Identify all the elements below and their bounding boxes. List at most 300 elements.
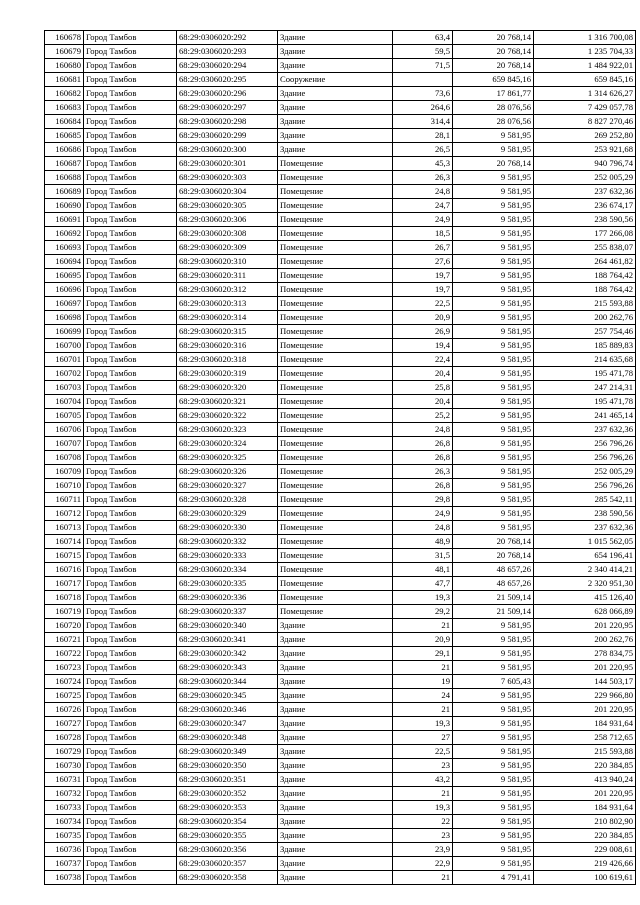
city-cell: Город Тамбов: [84, 283, 177, 297]
area-cell: 20,9: [393, 311, 453, 325]
cadastral-number-cell: 68:29:0306020:299: [177, 129, 278, 143]
area-cell: 21: [393, 787, 453, 801]
table-row: [45, 787, 636, 801]
table-row: [45, 521, 636, 535]
cadastral-value-cell: 214 635,68: [534, 353, 636, 367]
table-row: [45, 255, 636, 269]
row-id-cell: 160732: [45, 787, 84, 801]
specific-value-cell: 9 581,95: [453, 731, 534, 745]
object-type-cell: Помещение: [278, 577, 393, 591]
table-row: [45, 101, 636, 115]
city-cell: Город Тамбов: [84, 45, 177, 59]
cadastral-value-cell: 285 542,11: [534, 493, 636, 507]
city-cell: Город Тамбов: [84, 59, 177, 73]
city-cell: Город Тамбов: [84, 311, 177, 325]
row-id-cell: 160683: [45, 101, 84, 115]
cadastral-value-cell: 229 966,80: [534, 689, 636, 703]
object-type-cell: Здание: [278, 31, 393, 45]
table-row: [45, 213, 636, 227]
cadastral-value-cell: 201 220,95: [534, 619, 636, 633]
specific-value-cell: 9 581,95: [453, 283, 534, 297]
city-cell: Город Тамбов: [84, 703, 177, 717]
row-id-cell: 160699: [45, 325, 84, 339]
area-cell: 24,8: [393, 423, 453, 437]
city-cell: Город Тамбов: [84, 269, 177, 283]
city-cell: Город Тамбов: [84, 409, 177, 423]
area-cell: 27,6: [393, 255, 453, 269]
area-cell: 29,1: [393, 647, 453, 661]
specific-value-cell: 9 581,95: [453, 689, 534, 703]
city-cell: Город Тамбов: [84, 563, 177, 577]
object-type-cell: Здание: [278, 143, 393, 157]
specific-value-cell: 9 581,95: [453, 507, 534, 521]
area-cell: 26,9: [393, 325, 453, 339]
city-cell: Город Тамбов: [84, 101, 177, 115]
row-id-cell: 160724: [45, 675, 84, 689]
table-row: [45, 409, 636, 423]
specific-value-cell: 21 509,14: [453, 591, 534, 605]
cadastral-value-cell: 258 712,65: [534, 731, 636, 745]
cadastral-value-cell: 940 796,74: [534, 157, 636, 171]
row-id-cell: 160679: [45, 45, 84, 59]
area-cell: 23: [393, 759, 453, 773]
object-type-cell: Здание: [278, 661, 393, 675]
cadastral-number-cell: 68:29:0306020:354: [177, 815, 278, 829]
table-row: [45, 45, 636, 59]
cadastral-number-cell: 68:29:0306020:336: [177, 591, 278, 605]
area-cell: 26,3: [393, 171, 453, 185]
specific-value-cell: 9 581,95: [453, 381, 534, 395]
area-cell: 48,9: [393, 535, 453, 549]
city-cell: Город Тамбов: [84, 87, 177, 101]
cadastral-number-cell: 68:29:0306020:358: [177, 871, 278, 885]
cadastral-value-cell: 237 632,36: [534, 521, 636, 535]
city-cell: Город Тамбов: [84, 493, 177, 507]
row-id-cell: 160737: [45, 857, 84, 871]
cadastral-value-cell: 201 220,95: [534, 661, 636, 675]
area-cell: 20,4: [393, 367, 453, 381]
object-type-cell: Здание: [278, 101, 393, 115]
cadastral-value-cell: 238 590,56: [534, 507, 636, 521]
table-row: [45, 115, 636, 129]
city-cell: Город Тамбов: [84, 647, 177, 661]
row-id-cell: 160686: [45, 143, 84, 157]
object-type-cell: Здание: [278, 759, 393, 773]
table-row: [45, 591, 636, 605]
area-cell: 22,5: [393, 745, 453, 759]
cadastral-number-cell: 68:29:0306020:306: [177, 213, 278, 227]
row-id-cell: 160698: [45, 311, 84, 325]
row-id-cell: 160726: [45, 703, 84, 717]
cadastral-number-cell: 68:29:0306020:301: [177, 157, 278, 171]
table-row: [45, 731, 636, 745]
table-row: [45, 773, 636, 787]
cadastral-number-cell: 68:29:0306020:314: [177, 311, 278, 325]
city-cell: Город Тамбов: [84, 465, 177, 479]
area-cell: 24,7: [393, 199, 453, 213]
object-type-cell: Помещение: [278, 423, 393, 437]
row-id-cell: 160706: [45, 423, 84, 437]
city-cell: Город Тамбов: [84, 339, 177, 353]
object-type-cell: Здание: [278, 633, 393, 647]
row-id-cell: 160731: [45, 773, 84, 787]
object-type-cell: Помещение: [278, 367, 393, 381]
object-type-cell: Здание: [278, 45, 393, 59]
cadastral-number-cell: 68:29:0306020:313: [177, 297, 278, 311]
area-cell: 22: [393, 815, 453, 829]
table-row: [45, 73, 636, 87]
cadastral-value-cell: 256 796,26: [534, 451, 636, 465]
table-row: [45, 157, 636, 171]
cadastral-number-cell: 68:29:0306020:310: [177, 255, 278, 269]
object-type-cell: Сооружение: [278, 73, 393, 87]
area-cell: 73,6: [393, 87, 453, 101]
cadastral-number-cell: 68:29:0306020:325: [177, 451, 278, 465]
specific-value-cell: 9 581,95: [453, 521, 534, 535]
object-type-cell: Помещение: [278, 283, 393, 297]
object-type-cell: Помещение: [278, 241, 393, 255]
area-cell: 71,5: [393, 59, 453, 73]
city-cell: Город Тамбов: [84, 31, 177, 45]
city-cell: Город Тамбов: [84, 143, 177, 157]
row-id-cell: 160705: [45, 409, 84, 423]
area-cell: 20,4: [393, 395, 453, 409]
cadastral-value-cell: 659 845,16: [534, 73, 636, 87]
cadastral-value-cell: 220 384,85: [534, 759, 636, 773]
area-cell: 19,3: [393, 717, 453, 731]
city-cell: Город Тамбов: [84, 73, 177, 87]
cadastral-number-cell: 68:29:0306020:298: [177, 115, 278, 129]
cadastral-number-cell: 68:29:0306020:309: [177, 241, 278, 255]
cadastral-value-cell: 201 220,95: [534, 787, 636, 801]
specific-value-cell: 9 581,95: [453, 493, 534, 507]
row-id-cell: 160738: [45, 871, 84, 885]
specific-value-cell: 48 657,26: [453, 563, 534, 577]
cadastral-number-cell: 68:29:0306020:295: [177, 73, 278, 87]
table-row: [45, 661, 636, 675]
area-cell: 19,4: [393, 339, 453, 353]
object-type-cell: Помещение: [278, 493, 393, 507]
object-type-cell: Помещение: [278, 605, 393, 619]
specific-value-cell: 9 581,95: [453, 409, 534, 423]
cadastral-value-cell: 215 593,88: [534, 745, 636, 759]
area-cell: 26,8: [393, 479, 453, 493]
cadastral-number-cell: 68:29:0306020:355: [177, 829, 278, 843]
cadastral-number-cell: 68:29:0306020:340: [177, 619, 278, 633]
area-cell: 314,4: [393, 115, 453, 129]
object-type-cell: Здание: [278, 703, 393, 717]
object-type-cell: Здание: [278, 843, 393, 857]
object-type-cell: Помещение: [278, 591, 393, 605]
area-cell: 21: [393, 619, 453, 633]
area-cell: 26,8: [393, 437, 453, 451]
specific-value-cell: 9 581,95: [453, 185, 534, 199]
area-cell: 24,8: [393, 185, 453, 199]
city-cell: Город Тамбов: [84, 353, 177, 367]
row-id-cell: 160682: [45, 87, 84, 101]
table-row: [45, 703, 636, 717]
city-cell: Город Тамбов: [84, 507, 177, 521]
object-type-cell: Здание: [278, 129, 393, 143]
specific-value-cell: 9 581,95: [453, 829, 534, 843]
object-type-cell: Здание: [278, 857, 393, 871]
city-cell: Город Тамбов: [84, 675, 177, 689]
specific-value-cell: 20 768,14: [453, 59, 534, 73]
city-cell: Город Тамбов: [84, 773, 177, 787]
object-type-cell: Помещение: [278, 507, 393, 521]
cadastral-value-cell: 256 796,26: [534, 437, 636, 451]
cadastral-value-cell: 247 214,31: [534, 381, 636, 395]
table-row: [45, 871, 636, 885]
object-type-cell: Помещение: [278, 255, 393, 269]
object-type-cell: Помещение: [278, 227, 393, 241]
specific-value-cell: 28 076,56: [453, 115, 534, 129]
table-row: [45, 59, 636, 73]
area-cell: 24,8: [393, 521, 453, 535]
cadastral-number-cell: 68:29:0306020:324: [177, 437, 278, 451]
city-cell: Город Тамбов: [84, 801, 177, 815]
object-type-cell: Помещение: [278, 563, 393, 577]
row-id-cell: 160716: [45, 563, 84, 577]
specific-value-cell: 9 581,95: [453, 843, 534, 857]
specific-value-cell: 9 581,95: [453, 227, 534, 241]
object-type-cell: Помещение: [278, 437, 393, 451]
specific-value-cell: 9 581,95: [453, 633, 534, 647]
specific-value-cell: 48 657,26: [453, 577, 534, 591]
row-id-cell: 160730: [45, 759, 84, 773]
specific-value-cell: 9 581,95: [453, 353, 534, 367]
area-cell: 19,7: [393, 269, 453, 283]
city-cell: Город Тамбов: [84, 437, 177, 451]
city-cell: Город Тамбов: [84, 479, 177, 493]
cadastral-value-cell: 7 429 057,78: [534, 101, 636, 115]
object-type-cell: Здание: [278, 801, 393, 815]
table-row: [45, 423, 636, 437]
table-row: [45, 829, 636, 843]
table-row: [45, 535, 636, 549]
city-cell: Город Тамбов: [84, 815, 177, 829]
object-type-cell: Помещение: [278, 395, 393, 409]
table-row: [45, 507, 636, 521]
cadastral-value-cell: 2 340 414,21: [534, 563, 636, 577]
cadastral-value-cell: 237 632,36: [534, 185, 636, 199]
cadastral-number-cell: 68:29:0306020:357: [177, 857, 278, 871]
city-cell: Город Тамбов: [84, 227, 177, 241]
cadastral-number-cell: 68:29:0306020:315: [177, 325, 278, 339]
table-row: [45, 143, 636, 157]
area-cell: 21: [393, 661, 453, 675]
cadastral-number-cell: 68:29:0306020:356: [177, 843, 278, 857]
cadastral-value-cell: 1 235 704,33: [534, 45, 636, 59]
row-id-cell: 160718: [45, 591, 84, 605]
row-id-cell: 160713: [45, 521, 84, 535]
cadastral-number-cell: 68:29:0306020:293: [177, 45, 278, 59]
area-cell: 25,8: [393, 381, 453, 395]
city-cell: Город Тамбов: [84, 535, 177, 549]
table-row: [45, 185, 636, 199]
table-body: [45, 31, 636, 885]
row-id-cell: 160687: [45, 157, 84, 171]
cadastral-number-cell: 68:29:0306020:337: [177, 605, 278, 619]
row-id-cell: 160708: [45, 451, 84, 465]
area-cell: 22,9: [393, 857, 453, 871]
cadastral-value-cell: 236 674,17: [534, 199, 636, 213]
area-cell: 22,5: [393, 297, 453, 311]
object-type-cell: Здание: [278, 871, 393, 885]
specific-value-cell: 9 581,95: [453, 787, 534, 801]
city-cell: Город Тамбов: [84, 759, 177, 773]
object-type-cell: Здание: [278, 115, 393, 129]
table-row: [45, 633, 636, 647]
table-row: [45, 801, 636, 815]
object-type-cell: Помещение: [278, 185, 393, 199]
row-id-cell: 160690: [45, 199, 84, 213]
table-row: [45, 815, 636, 829]
cadastral-value-cell: 654 196,41: [534, 549, 636, 563]
cadastral-value-cell: 201 220,95: [534, 703, 636, 717]
row-id-cell: 160704: [45, 395, 84, 409]
table-row: [45, 717, 636, 731]
area-cell: 19,3: [393, 801, 453, 815]
area-cell: 26,8: [393, 451, 453, 465]
cadastral-value-cell: 1 015 562,05: [534, 535, 636, 549]
specific-value-cell: 9 581,95: [453, 451, 534, 465]
cadastral-value-cell: 252 005,29: [534, 465, 636, 479]
object-type-cell: Здание: [278, 675, 393, 689]
specific-value-cell: 9 581,95: [453, 437, 534, 451]
table-row: [45, 605, 636, 619]
cadastral-number-cell: 68:29:0306020:351: [177, 773, 278, 787]
area-cell: 23,9: [393, 843, 453, 857]
area-cell: 264,6: [393, 101, 453, 115]
cadastral-number-cell: 68:29:0306020:345: [177, 689, 278, 703]
table-row: [45, 675, 636, 689]
city-cell: Город Тамбов: [84, 115, 177, 129]
cadastral-value-cell: 1 316 700,08: [534, 31, 636, 45]
city-cell: Город Тамбов: [84, 857, 177, 871]
city-cell: Город Тамбов: [84, 381, 177, 395]
row-id-cell: 160711: [45, 493, 84, 507]
cadastral-number-cell: 68:29:0306020:305: [177, 199, 278, 213]
specific-value-cell: 9 581,95: [453, 129, 534, 143]
table-row: [45, 577, 636, 591]
row-id-cell: 160709: [45, 465, 84, 479]
area-cell: 19,7: [393, 283, 453, 297]
city-cell: Город Тамбов: [84, 423, 177, 437]
cadastral-number-cell: 68:29:0306020:321: [177, 395, 278, 409]
row-id-cell: 160735: [45, 829, 84, 843]
object-type-cell: Здание: [278, 731, 393, 745]
area-cell: 59,5: [393, 45, 453, 59]
city-cell: Город Тамбов: [84, 255, 177, 269]
cadastral-number-cell: 68:29:0306020:341: [177, 633, 278, 647]
table-row: [45, 353, 636, 367]
cadastral-number-cell: 68:29:0306020:352: [177, 787, 278, 801]
row-id-cell: 160714: [45, 535, 84, 549]
cadastral-number-cell: 68:29:0306020:347: [177, 717, 278, 731]
cadastral-number-cell: 68:29:0306020:348: [177, 731, 278, 745]
specific-value-cell: 9 581,95: [453, 703, 534, 717]
area-cell: [393, 73, 453, 87]
row-id-cell: 160680: [45, 59, 84, 73]
area-cell: 24,9: [393, 213, 453, 227]
area-cell: 24: [393, 689, 453, 703]
cadastral-number-cell: 68:29:0306020:319: [177, 367, 278, 381]
specific-value-cell: 20 768,14: [453, 549, 534, 563]
cadastral-value-cell: 264 461,82: [534, 255, 636, 269]
specific-value-cell: 9 581,95: [453, 801, 534, 815]
cadastral-number-cell: 68:29:0306020:308: [177, 227, 278, 241]
object-type-cell: Помещение: [278, 535, 393, 549]
area-cell: 28,1: [393, 129, 453, 143]
object-type-cell: Помещение: [278, 213, 393, 227]
table-row: [45, 227, 636, 241]
specific-value-cell: 9 581,95: [453, 619, 534, 633]
row-id-cell: 160684: [45, 115, 84, 129]
row-id-cell: 160710: [45, 479, 84, 493]
cadastral-value-cell: 188 764,42: [534, 283, 636, 297]
cadastral-number-cell: 68:29:0306020:292: [177, 31, 278, 45]
cadastral-number-cell: 68:29:0306020:326: [177, 465, 278, 479]
city-cell: Город Тамбов: [84, 619, 177, 633]
cadastral-value-cell: 195 471,78: [534, 367, 636, 381]
city-cell: Город Тамбов: [84, 171, 177, 185]
object-type-cell: Помещение: [278, 339, 393, 353]
city-cell: Город Тамбов: [84, 241, 177, 255]
row-id-cell: 160694: [45, 255, 84, 269]
cadastral-number-cell: 68:29:0306020:296: [177, 87, 278, 101]
area-cell: 47,7: [393, 577, 453, 591]
specific-value-cell: 20 768,14: [453, 535, 534, 549]
city-cell: Город Тамбов: [84, 591, 177, 605]
area-cell: 20,9: [393, 633, 453, 647]
cadastral-value-cell: 188 764,42: [534, 269, 636, 283]
row-id-cell: 160734: [45, 815, 84, 829]
cadastral-number-cell: 68:29:0306020:297: [177, 101, 278, 115]
specific-value-cell: 9 581,95: [453, 647, 534, 661]
area-cell: 19,3: [393, 591, 453, 605]
area-cell: 18,5: [393, 227, 453, 241]
cadastral-value-cell: 8 827 270,46: [534, 115, 636, 129]
row-id-cell: 160703: [45, 381, 84, 395]
area-cell: 43,2: [393, 773, 453, 787]
cadastral-value-table: [44, 30, 636, 885]
cadastral-value-cell: 628 066,89: [534, 605, 636, 619]
cadastral-number-cell: 68:29:0306020:318: [177, 353, 278, 367]
cadastral-value-cell: 200 262,76: [534, 311, 636, 325]
cadastral-value-cell: 252 005,29: [534, 171, 636, 185]
city-cell: Город Тамбов: [84, 577, 177, 591]
city-cell: Город Тамбов: [84, 787, 177, 801]
city-cell: Город Тамбов: [84, 829, 177, 843]
row-id-cell: 160720: [45, 619, 84, 633]
row-id-cell: 160702: [45, 367, 84, 381]
specific-value-cell: 9 581,95: [453, 423, 534, 437]
object-type-cell: Здание: [278, 59, 393, 73]
specific-value-cell: 9 581,95: [453, 325, 534, 339]
area-cell: 26,3: [393, 465, 453, 479]
row-id-cell: 160727: [45, 717, 84, 731]
object-type-cell: Здание: [278, 829, 393, 843]
specific-value-cell: 7 605,43: [453, 675, 534, 689]
cadastral-value-cell: 215 593,88: [534, 297, 636, 311]
specific-value-cell: 28 076,56: [453, 101, 534, 115]
table-row: [45, 297, 636, 311]
cadastral-number-cell: 68:29:0306020:333: [177, 549, 278, 563]
row-id-cell: 160689: [45, 185, 84, 199]
city-cell: Город Тамбов: [84, 633, 177, 647]
area-cell: 21: [393, 871, 453, 885]
